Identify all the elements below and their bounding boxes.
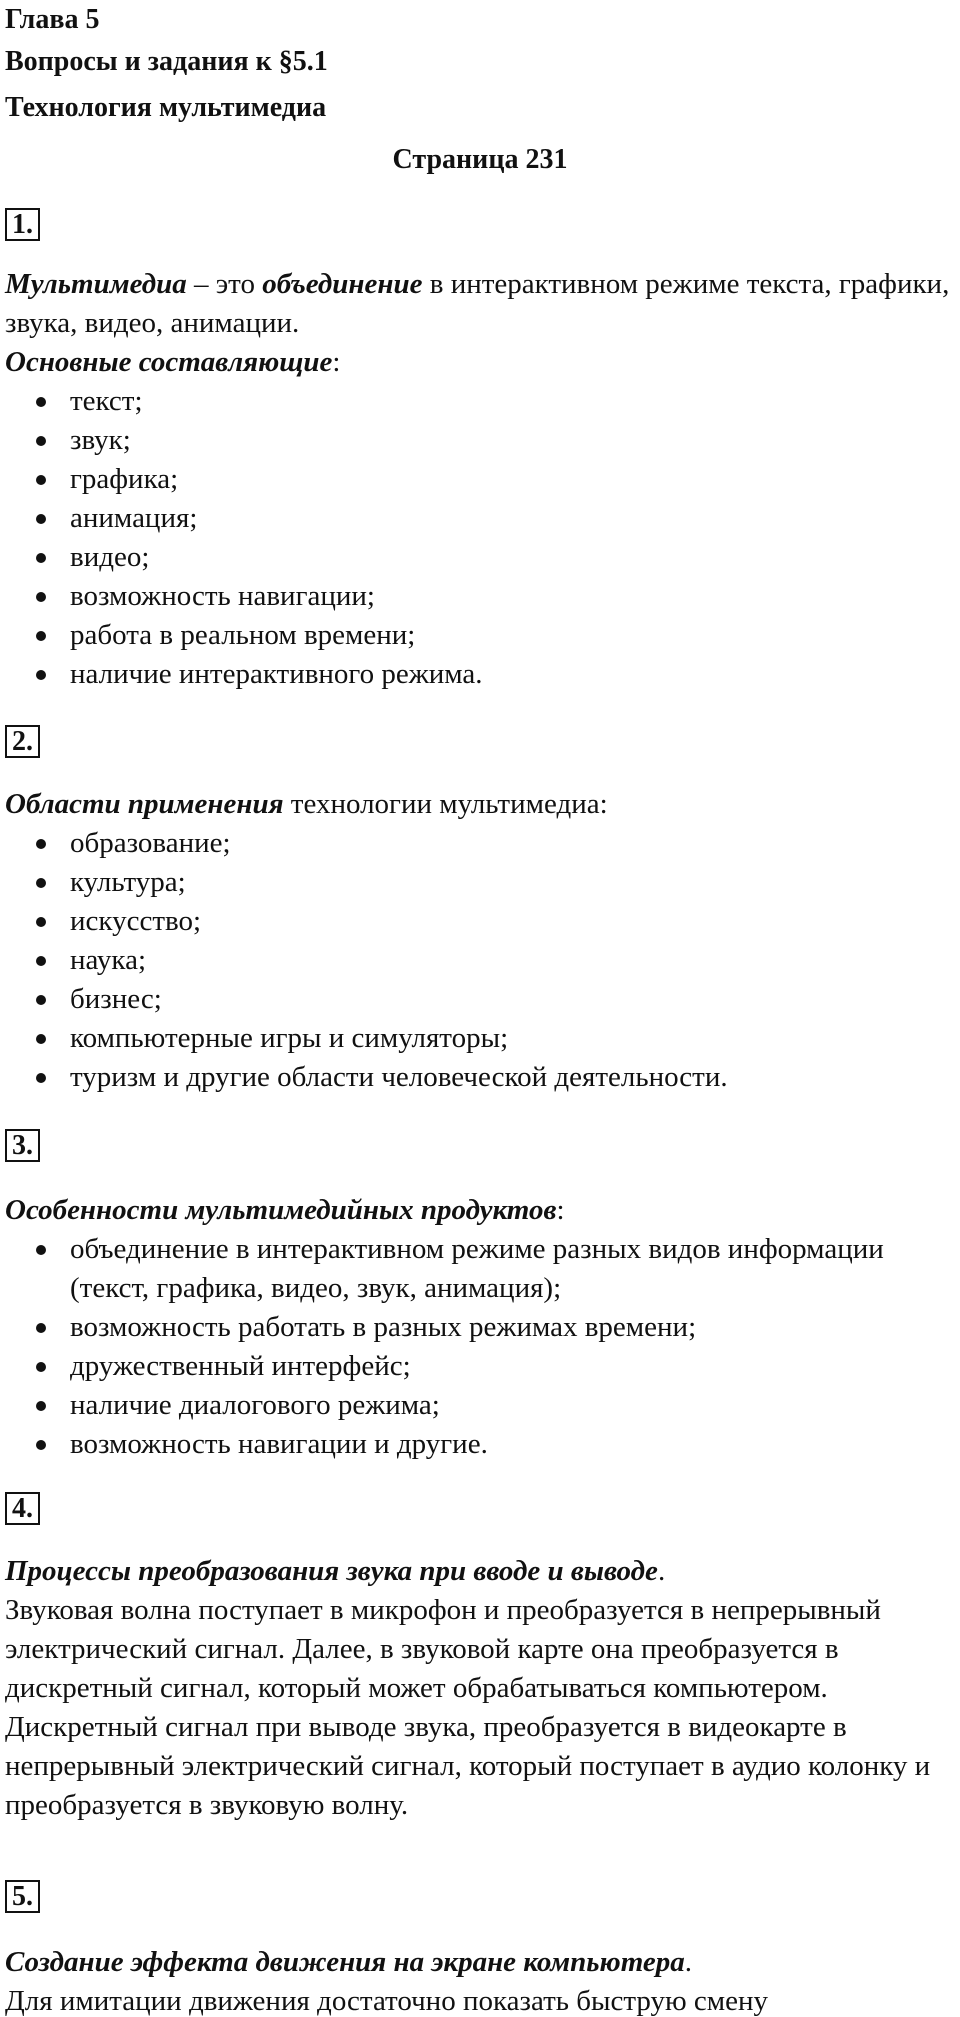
list-item: работа в реальном времени; <box>5 616 950 655</box>
components-title: Основные составляющие <box>5 346 333 378</box>
task-number-1: 1. <box>5 208 40 241</box>
questions-title: Вопросы и задания к §5.1 <box>5 46 328 77</box>
list-item: текст; <box>5 382 950 421</box>
sound-output-paragraph: Дискретный сигнал при выводе звука, преобразуется в видеокарте в непрерывный электрический сигнал, который поступает в аудио колонку и преобразуется в звуковую волну. <box>5 1711 931 1821</box>
list-item: видео; <box>5 538 950 577</box>
topic-title: Технология мультимедиа <box>5 92 327 123</box>
term-multimedia: Мультимедиа <box>5 268 187 300</box>
components-list <box>5 382 950 694</box>
applications-heading <box>5 785 950 824</box>
list-item: бизнес; <box>5 980 950 1019</box>
motion-effect-paragraph: Для имитации движения достаточно показать быструю смену <box>5 1985 769 2017</box>
sound-processes-heading <box>5 1552 950 1591</box>
list-item: объединение в интерактивном режиме разных видов информации (текст, графика, видео, звук, анимация); <box>5 1230 950 1308</box>
sound-processes-title: Процессы преобразования звука при вводе и выводе <box>5 1555 658 1587</box>
task-2-content <box>5 785 950 1097</box>
list-item: культура; <box>5 863 950 902</box>
motion-effect-heading <box>5 1943 950 1982</box>
task-number-2: 2. <box>5 725 40 758</box>
applications-list <box>5 824 950 1097</box>
chapter-title: Глава 5 <box>5 4 100 35</box>
components-colon: : <box>332 346 341 378</box>
components-heading <box>5 343 950 382</box>
list-item: наличие диалогового режима; <box>5 1386 950 1425</box>
list-item: наличие интерактивного режима. <box>5 655 950 694</box>
list-item: анимация; <box>5 499 950 538</box>
features-title: Особенности мультимедийных продуктов <box>5 1194 557 1226</box>
task-4-content <box>5 1552 950 1825</box>
page-number: Страница 231 <box>392 144 568 175</box>
list-item: дружественный интерфейс; <box>5 1347 950 1386</box>
features-list <box>5 1230 950 1464</box>
definition-dash: – это <box>186 268 263 300</box>
task-number-3: 3. <box>5 1129 40 1162</box>
task-number-5: 5. <box>5 1880 40 1913</box>
applications-title: Области применения <box>5 788 284 820</box>
features-title-rest: : <box>556 1194 565 1226</box>
list-item: наука; <box>5 941 950 980</box>
features-heading <box>5 1191 950 1230</box>
sound-processes-title-rest: . <box>657 1555 666 1587</box>
list-item: возможность навигации и другие. <box>5 1425 950 1464</box>
list-item: графика; <box>5 460 950 499</box>
list-item: компьютерные игры и симуляторы; <box>5 1019 950 1058</box>
motion-effect-title: Создание эффекта движения на экране компьютера <box>5 1946 685 1978</box>
task-5-content <box>5 1943 950 2017</box>
motion-effect-title-rest: . <box>684 1946 692 1978</box>
multimedia-definition <box>5 265 950 343</box>
list-item: возможность навигации; <box>5 577 950 616</box>
term-union: объединение <box>262 268 423 300</box>
list-item: образование; <box>5 824 950 863</box>
applications-title-rest: технологии мультимедиа: <box>283 788 608 820</box>
task-number-4: 4. <box>5 1492 40 1525</box>
task-1-content <box>5 265 950 694</box>
sound-input-paragraph: Звуковая волна поступает в микрофон и преобразуется в непрерывный электрический сигнал. Далее, в звуковой карте она преобразуется в дискретный сигнал, который может обрабатываться компьютером. <box>5 1594 881 1704</box>
task-3-content <box>5 1191 950 1464</box>
list-item: звук; <box>5 421 950 460</box>
definition-text: в интерактивном режиме текста, графики, звука, видео, анимации. <box>5 268 950 339</box>
list-item: туризм и другие области человеческой деятельности. <box>5 1058 950 1097</box>
list-item: возможность работать в разных режимах времени; <box>5 1308 950 1347</box>
list-item: искусство; <box>5 902 950 941</box>
